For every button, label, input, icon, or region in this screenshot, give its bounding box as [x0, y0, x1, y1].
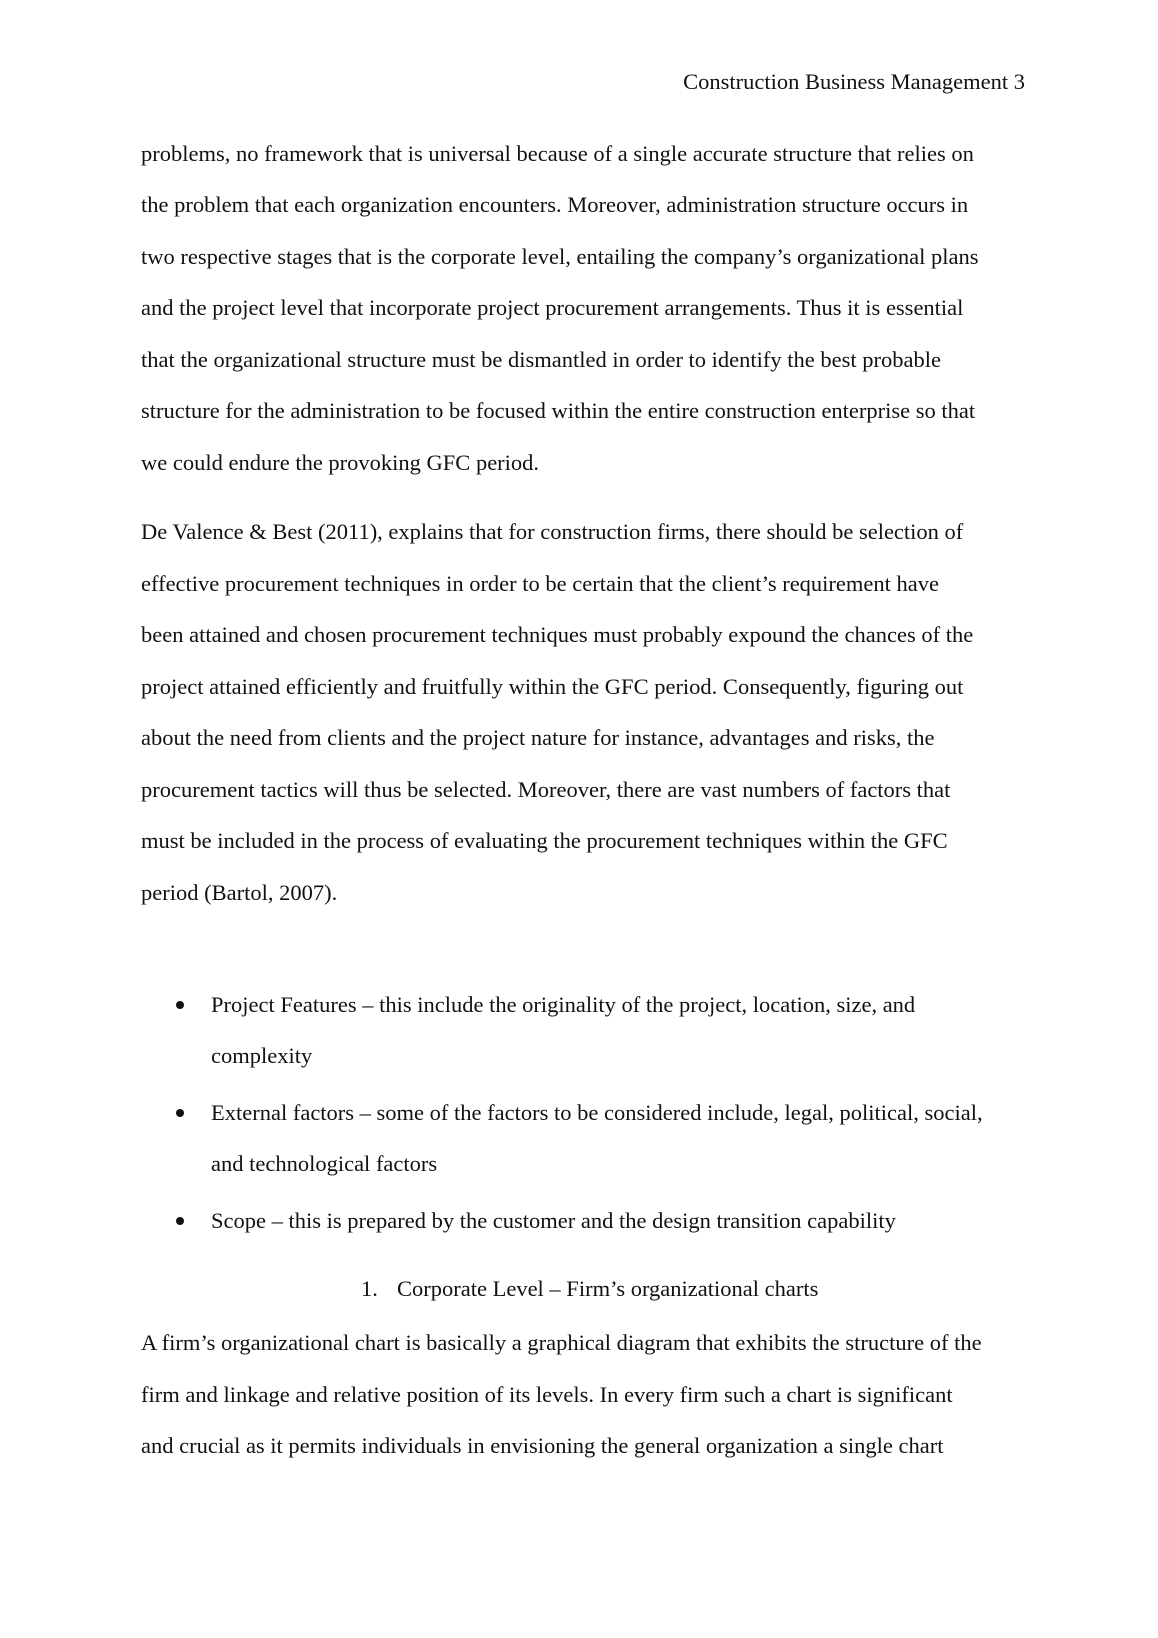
paragraph-line: and the project level that incorporate project procurement arrangements. Thus it is essential	[141, 295, 964, 320]
section-heading	[361, 1274, 818, 1304]
bullet-icon	[176, 1001, 184, 1009]
section-number: 1.	[361, 1276, 378, 1301]
paragraph-line: and crucial as it permits individuals in envisioning the general organization a single chart	[141, 1433, 944, 1458]
paragraph-line: structure for the administration to be focused within the entire construction enterprise so that	[141, 398, 976, 423]
list-item-line: Scope – this is prepared by the customer and the design transition capability	[211, 1208, 896, 1233]
section-title: Corporate Level – Firm’s organizational charts	[397, 1276, 819, 1301]
list-item-line: and technological factors	[211, 1151, 438, 1176]
paragraph-line: must be included in the process of evaluating the procurement techniques within the GFC	[141, 828, 948, 853]
paragraph-line: firm and linkage and relative position of its levels. In every firm such a chart is significant	[141, 1382, 953, 1407]
paragraph-line: effective procurement techniques in order to be certain that the client’s requirement have	[141, 571, 939, 596]
paragraph-line: problems, no framework that is universal because of a single accurate structure that relies on	[141, 141, 974, 166]
bullet-icon	[176, 1109, 184, 1117]
paragraph-line: procurement tactics will thus be selected. Moreover, there are vast numbers of factors that	[141, 777, 951, 802]
list-item-line: complexity	[211, 1043, 313, 1068]
paragraph-line: De Valence & Best (2011), explains that for construction firms, there should be selection of	[141, 519, 964, 544]
bullet-icon	[176, 1217, 184, 1225]
paragraph-line: A firm’s organizational chart is basically a graphical diagram that exhibits the structure of the	[141, 1330, 982, 1355]
paragraph-line: two respective stages that is the corporate level, entailing the company’s organizational plans	[141, 244, 979, 269]
running-head: Construction Business Management 3	[683, 69, 1025, 94]
paragraph-line: the problem that each organization encounters. Moreover, administration structure occurs in	[141, 192, 969, 217]
paragraph-line: period (Bartol, 2007).	[141, 880, 338, 905]
paragraph-line: project attained efficiently and fruitfully within the GFC period. Consequently, figuring out	[141, 674, 964, 699]
list-item-line: External factors – some of the factors to be considered include, legal, political, social,	[211, 1100, 983, 1125]
paragraph-line: that the organizational structure must be dismantled in order to identify the best probable	[141, 347, 941, 372]
paragraph-line: we could endure the provoking GFC period.	[141, 450, 540, 475]
list-item-line: Project Features – this include the originality of the project, location, size, and	[211, 992, 916, 1017]
paragraph-line: about the need from clients and the project nature for instance, advantages and risks, the	[141, 725, 935, 750]
paragraph-line: been attained and chosen procurement techniques must probably expound the chances of the	[141, 622, 974, 647]
